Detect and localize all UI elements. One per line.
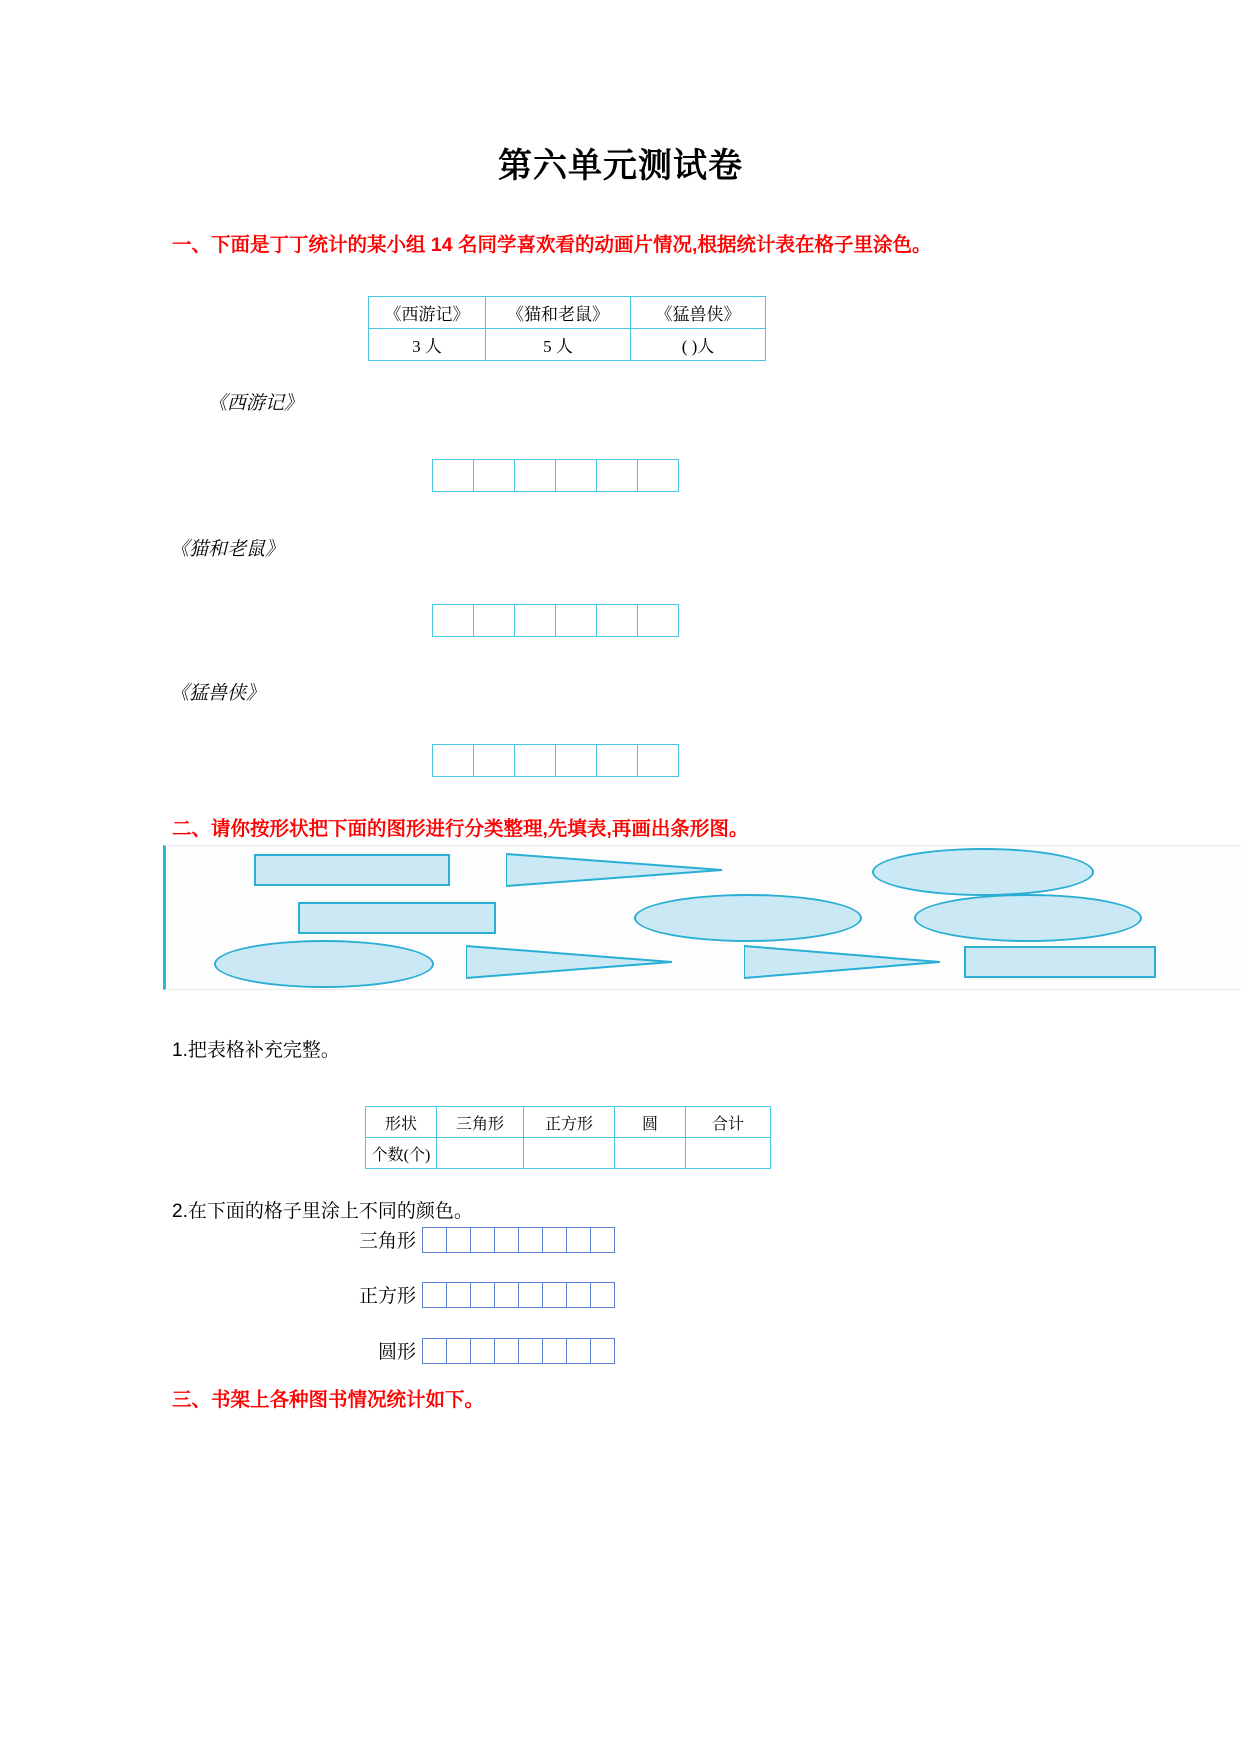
grid-cell[interactable]: [596, 604, 638, 637]
table-row: [369, 329, 766, 361]
bar-cell[interactable]: [494, 1338, 519, 1364]
triangle-shape: [506, 850, 726, 890]
bar-cell[interactable]: [494, 1227, 519, 1253]
grid-cell[interactable]: [432, 459, 474, 492]
bar-label-square: 正方形: [358, 1286, 416, 1307]
question-2-text: 2.在下面的格子里涂上不同的颜色。: [172, 1201, 473, 1222]
grid-cell[interactable]: [432, 744, 474, 777]
shape-table-header-3: 圆: [615, 1107, 686, 1138]
rectangle-shape: [964, 946, 1156, 978]
ellipse-shape: [914, 894, 1142, 942]
bar-cell[interactable]: [518, 1338, 543, 1364]
rectangle-shape: [254, 854, 450, 886]
coloring-grid-xiyouji[interactable]: [432, 459, 678, 492]
coloring-grid-maohelaoshu[interactable]: [432, 604, 678, 637]
bar-cells-triangle[interactable]: [422, 1227, 614, 1253]
grid-cell[interactable]: [637, 744, 679, 777]
bar-cell[interactable]: [422, 1227, 447, 1253]
bar-cell[interactable]: [446, 1338, 471, 1364]
table-row: [366, 1138, 771, 1169]
grid-cell[interactable]: [637, 604, 679, 637]
grid-cell[interactable]: [473, 744, 515, 777]
grid-label-xiyouji: 《西游记》: [208, 393, 304, 414]
bar-cell[interactable]: [566, 1282, 591, 1308]
shape-table-header-1: 三角形: [437, 1107, 524, 1138]
shape-table-label-count: 个数(个): [366, 1138, 437, 1169]
cartoon-header-3: 《猛兽侠》: [631, 297, 766, 329]
bar-label-triangle: 三角形: [358, 1231, 416, 1252]
grid-label-maohelaoshu: 《猫和老鼠》: [170, 539, 285, 560]
bar-cell[interactable]: [566, 1338, 591, 1364]
grid-cell[interactable]: [596, 744, 638, 777]
bar-row-circle[interactable]: [340, 1337, 614, 1364]
bar-cell[interactable]: [590, 1338, 615, 1364]
grid-cell[interactable]: [473, 604, 515, 637]
bar-cell[interactable]: [446, 1227, 471, 1253]
section-three-heading: 三、书架上各种图书情况统计如下。: [172, 1389, 485, 1411]
shape-classification-table[interactable]: [365, 1106, 771, 1169]
bar-cell[interactable]: [542, 1338, 567, 1364]
cartoon-stat-table: [368, 296, 766, 361]
grid-cell[interactable]: [637, 459, 679, 492]
grid-cell[interactable]: [432, 604, 474, 637]
bar-cell[interactable]: [566, 1227, 591, 1253]
bar-cell[interactable]: [590, 1227, 615, 1253]
shape-table-header-4: 合计: [686, 1107, 771, 1138]
grid-cell[interactable]: [514, 459, 556, 492]
shape-table-input-circle[interactable]: [615, 1138, 686, 1169]
shapes-illustration: [163, 845, 1241, 990]
triangle-shape: [744, 940, 944, 984]
bar-row-square[interactable]: [340, 1281, 614, 1308]
shape-table-input-triangle[interactable]: [437, 1138, 524, 1169]
bar-cell[interactable]: [470, 1338, 495, 1364]
ellipse-shape: [634, 894, 862, 942]
bar-label-circle: 圆形: [377, 1342, 416, 1363]
grid-cell[interactable]: [514, 604, 556, 637]
bar-cell[interactable]: [542, 1227, 567, 1253]
shape-table-input-square[interactable]: [524, 1138, 615, 1169]
question-1-text: 1.把表格补充完整。: [172, 1040, 340, 1061]
cartoon-header-1: 《西游记》: [369, 297, 486, 329]
bar-cell[interactable]: [446, 1282, 471, 1308]
grid-cell[interactable]: [555, 459, 597, 492]
ellipse-shape: [872, 848, 1094, 896]
coloring-grid-mengshouxia[interactable]: [432, 744, 678, 777]
grid-cell[interactable]: [514, 744, 556, 777]
bar-cell[interactable]: [542, 1282, 567, 1308]
bar-cell[interactable]: [422, 1282, 447, 1308]
shape-table-header-0: 形状: [366, 1107, 437, 1138]
bar-cells-circle[interactable]: [422, 1338, 614, 1364]
bar-cells-square[interactable]: [422, 1282, 614, 1308]
table-row: [369, 297, 766, 329]
rectangle-shape: [298, 902, 496, 934]
bar-cell[interactable]: [422, 1338, 447, 1364]
ellipse-shape: [214, 940, 434, 988]
grid-cell[interactable]: [596, 459, 638, 492]
bar-cell[interactable]: [518, 1227, 543, 1253]
bar-cell[interactable]: [590, 1282, 615, 1308]
bar-row-triangle[interactable]: [340, 1226, 614, 1253]
cartoon-value-2: 5 人: [486, 329, 631, 361]
cartoon-value-3: ( )人: [631, 329, 766, 361]
shape-table-header-2: 正方形: [524, 1107, 615, 1138]
cartoon-value-1: 3 人: [369, 329, 486, 361]
grid-cell[interactable]: [473, 459, 515, 492]
shape-table-input-total[interactable]: [686, 1138, 771, 1169]
bar-cell[interactable]: [494, 1282, 519, 1308]
section-two-heading: 二、请你按形状把下面的图形进行分类整理,先填表,再画出条形图。: [172, 818, 749, 840]
grid-cell[interactable]: [555, 744, 597, 777]
cartoon-header-2: 《猫和老鼠》: [486, 297, 631, 329]
bar-cell[interactable]: [470, 1227, 495, 1253]
page-title: 第六单元测试卷: [498, 147, 743, 185]
table-row: [366, 1107, 771, 1138]
grid-cell[interactable]: [555, 604, 597, 637]
grid-label-mengshouxia: 《猛兽侠》: [170, 683, 266, 704]
bar-cell[interactable]: [470, 1282, 495, 1308]
section-one-heading: 一、下面是丁丁统计的某小组 14 名同学喜欢看的动画片情况,根据统计表在格子里涂色。: [172, 234, 932, 256]
bar-cell[interactable]: [518, 1282, 543, 1308]
triangle-shape: [466, 940, 676, 984]
